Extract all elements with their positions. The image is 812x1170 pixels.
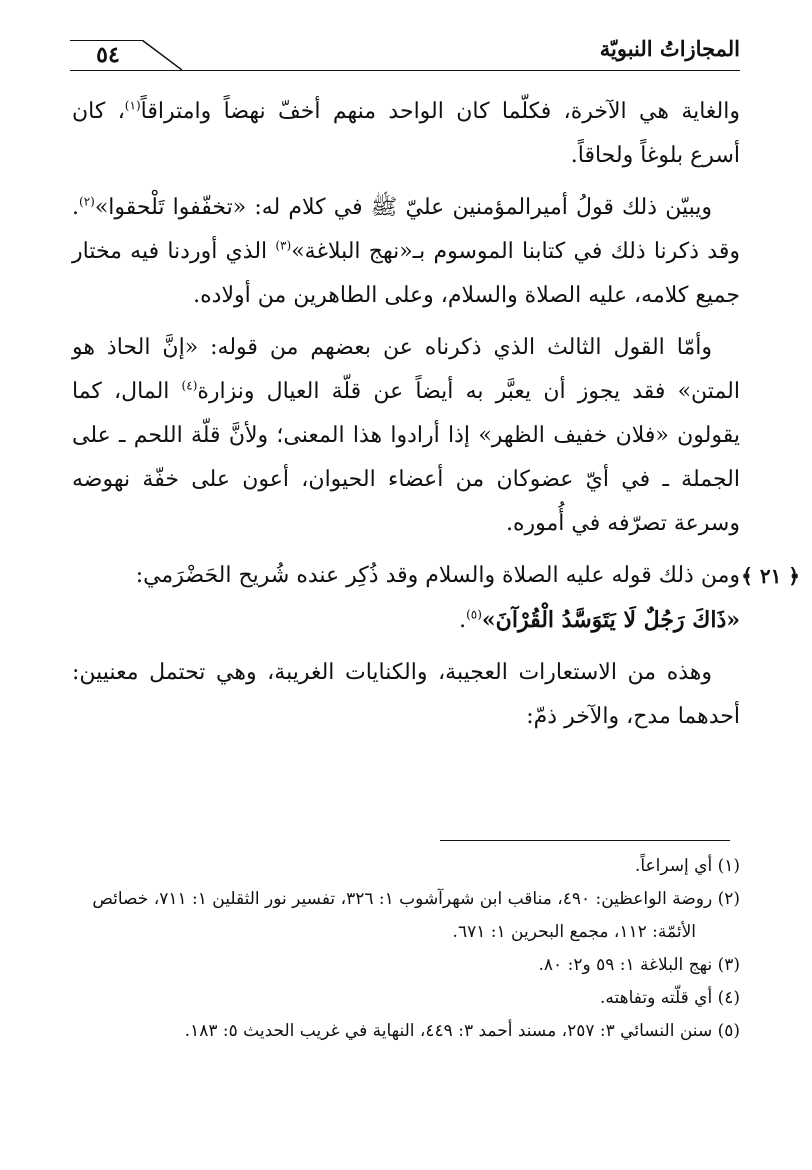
paragraph-2-text-b: . وقد ذكرنا ذلك في كتابنا الموسوم بـ«نهج البلاغة» bbox=[72, 195, 740, 264]
header-slant-line bbox=[142, 40, 182, 70]
paragraph-2-text-a: ويبيّن ذلك قولُ أميرالمؤمنين عليّ ﷺ في كلام له: «تخفّفوا تَلْحقوا» bbox=[94, 195, 712, 220]
paragraph-1 bbox=[72, 90, 740, 178]
page-number: ٥٤ bbox=[96, 42, 120, 68]
footnote-4: (٤) أي قلّته وتفاهته. bbox=[600, 988, 740, 1008]
footnote-1: (١) أي إسراعاً. bbox=[634, 856, 740, 876]
header-rule bbox=[70, 70, 740, 71]
paragraph-5: وهذه من الاستعارات العجيبة، والكنايات الغريبة، وهي تحتمل معنيين: أحدهما مدح، والآخر ذمّ: bbox=[72, 660, 740, 729]
footnote-ref-3: (٣) bbox=[275, 238, 292, 253]
footnote-ref-1: (١) bbox=[124, 98, 141, 113]
paragraph-1-text: والغاية هي الآخرة، فكلّما كان الواحد منهم أخفّ نهضاً وامتراقاً bbox=[140, 99, 740, 124]
footnote-ref-2: (٢) bbox=[79, 194, 95, 209]
footnote-ref-5: (٥) bbox=[466, 607, 482, 622]
page-header bbox=[70, 28, 740, 74]
footnotes bbox=[70, 850, 740, 1048]
footnote-3: (٣) نهج البلاغة ١: ٥٩ و٢: ٨٠. bbox=[538, 955, 740, 975]
footnote-5: (٥) سنن النسائي ٣: ٢٥٧، مسند أحمد ٣: ٤٤٩، النهاية في غريب الحديث ٥: ١٨٣. bbox=[184, 1021, 740, 1041]
running-title: المجازاتُ النبويّة bbox=[599, 36, 740, 61]
paragraph-3-text-a: وأمّا القول الثالث الذي ذكرناه عن بعضهم من قوله: «إنَّ الحاذ هو المتن» فقد يجوز أن يعبَّر به أيضاً عن قلّة العيال ونزارة bbox=[72, 335, 740, 404]
hadith-quote: «ذَاكَ رَجُلٌ لَا يَتَوَسَّدُ الْقُرْآنَ» bbox=[481, 607, 740, 633]
footnote-2: (٢) روضة الواعظين: ٤٩٠، مناقب ابن شهرآشوب ١: ٣٢٦، تفسير نور الثقلين ١: ٧١١، خصائص bbox=[92, 889, 740, 909]
item-21: ﴿ ٢١ ﴾ ومن ذلك قوله عليه الصلاة والسلام وقد ذُكِر عنده شُريح الحَضْرَمي: «ذَاكَ رَجُلٌ لَا يَتَوَسَّدُ الْقُرْآنَ»$^{(٥)}$. bbox=[72, 554, 740, 643]
footnote-separator bbox=[440, 840, 730, 841]
paragraph-3 bbox=[72, 326, 740, 546]
paragraph-4-text: ومن ذلك قوله عليه الصلاة والسلام وقد ذُكِر عنده شُريح الحَضْرَمي: bbox=[135, 563, 740, 588]
paragraph-2-text-c: الذي أوردنا فيه مختار جميع كلامه، عليه الصلاة والسلام، وعلى الطاهرين من أولاده. bbox=[72, 239, 740, 308]
paragraph-1-end: ، كان أسرع بلوغاً ولحاقاً. bbox=[72, 99, 740, 168]
footnote-2-continued: الأئمّة: ١١٢، مجمع البحرين ١: ٦٧١. bbox=[452, 922, 696, 942]
main-text bbox=[72, 90, 800, 747]
paragraph-2 bbox=[72, 186, 740, 318]
footnote-ref-4: (٤) bbox=[181, 378, 198, 393]
paragraph-3-text-b: المال، كما يقولون «فلان خفيف الظهر» إذا أرادوا هذا المعنى؛ ولأنَّ قلّة اللحم ـ على الجملة ـ في أيّ عضوكان من أعضاء الحيوان، أعون على خفّة نهوضه وسرعة تصرّفه في أُموره. bbox=[72, 379, 740, 536]
item-number: ﴿ ٢١ ﴾ bbox=[741, 564, 800, 588]
